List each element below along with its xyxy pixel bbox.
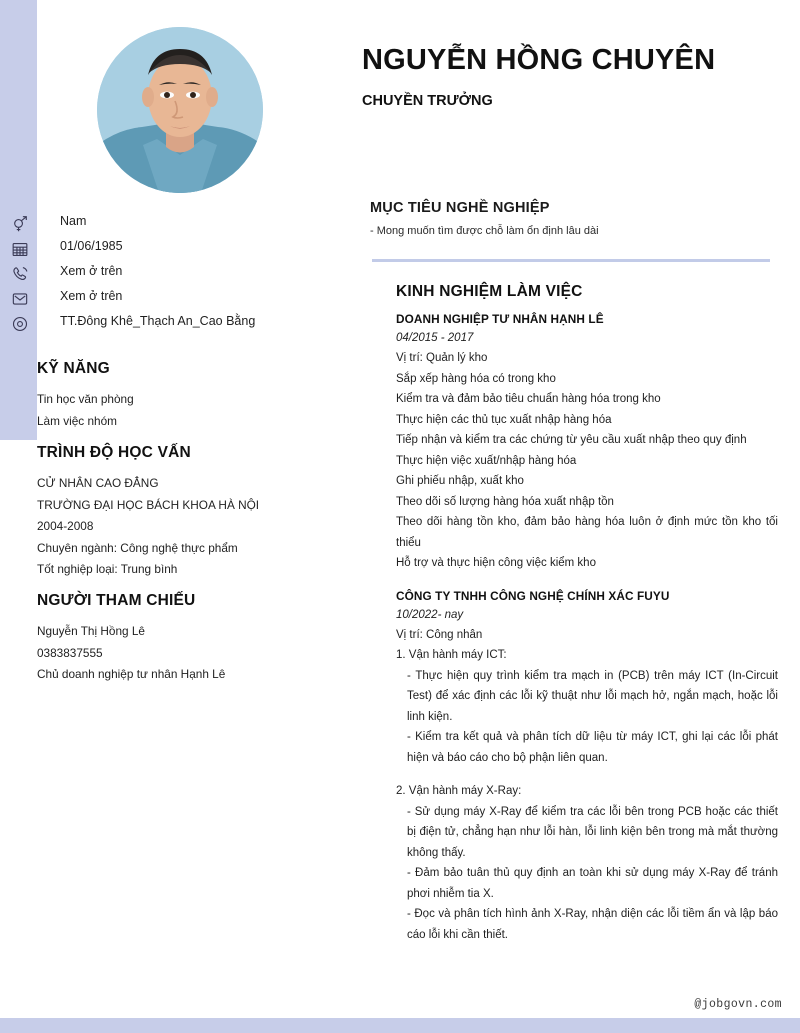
job-duty-line: - Kiểm tra kết quả và phân tích dữ liệu từ máy ICT, ghi lại các lỗi phát hiện và báo cáo cho bộ phận liên quan. — [407, 731, 778, 764]
candidate-name: NGUYỄN HỒNG CHUYÊN — [362, 44, 716, 76]
bottom-accent-band — [0, 1018, 800, 1033]
gender-icon — [11, 215, 29, 233]
experience-title: KINH NGHIỆM LÀM VIỆC — [396, 283, 583, 300]
job-company: CÔNG TY TNHH CÔNG NGHỆ CHÍNH XÁC FUYU — [396, 588, 670, 603]
reference-items — [37, 621, 337, 686]
career-objective-text: - Mong muốn tìm được chỗ làm ổn định lâu dài — [370, 225, 599, 237]
job-duty-line: Theo dõi hàng tồn kho, đảm bảo hàng hóa luôn ở định mức tồn kho tối thiểu — [396, 516, 778, 549]
job-duty-line: Theo dõi số lượng hàng hóa xuất nhập tồn — [396, 495, 614, 508]
reference-title: NGƯỜI THAM CHIẾU — [37, 592, 196, 609]
list-item: Nguyễn Thị Hồng Lê — [37, 624, 145, 638]
list-item: Chuyên ngành: Công nghệ thực phẩm — [37, 540, 238, 555]
job-dates: 04/2015 - 2017 — [396, 332, 474, 344]
personal-info-row — [0, 239, 330, 264]
list-item: TRƯỜNG ĐẠI HỌC BÁCH KHOA HÀ NỘI — [37, 497, 260, 512]
site-watermark: @jobgovn.com — [694, 998, 782, 1011]
job-duty-line: - Đảm bảo tuân thủ quy định an toàn khi sử dụng máy X-Ray để tránh phơi nhiễm tia X. — [407, 867, 778, 900]
list-item: Làm việc nhóm — [37, 413, 117, 428]
job-duty-line: Sắp xếp hàng hóa có trong kho — [396, 372, 556, 385]
skills-items — [37, 389, 337, 432]
personal-info-row — [0, 214, 330, 239]
career-objective-section — [370, 200, 780, 237]
personal-info-list — [0, 214, 330, 339]
job-entry — [396, 310, 778, 574]
education-section — [37, 444, 337, 581]
job-duty-line: Thực hiện việc xuất/nhập hàng hóa — [396, 454, 577, 467]
section-divider — [372, 259, 770, 262]
job-company: DOANH NGHIỆP TƯ NHÂN HẠNH LÊ — [396, 312, 604, 326]
list-item: 0383837555 — [37, 645, 103, 660]
job-duty-line: 2. Vận hành máy X-Ray: — [396, 785, 522, 797]
personal-info-row — [0, 264, 330, 289]
phone-icon — [11, 265, 29, 283]
personal-info-value: TT.Đông Khê_Thạch An_Cao Bằng — [60, 314, 256, 328]
job-duty-line: - Thực hiện quy trình kiểm tra mạch in (PCB) trên máy ICT (In-Circuit Test) để xác định các lỗi kỹ thuật như lỗi mạch hở, ngắn mạch, hoặc lỗi linh kiện. — [407, 669, 778, 723]
location-icon — [11, 315, 29, 333]
personal-info-value: Nam — [60, 214, 87, 228]
skills-title: KỸ NĂNG — [37, 360, 110, 377]
list-item: Tốt nghiệp loại: Trung bình — [37, 562, 178, 576]
job-line-gap — [396, 768, 778, 781]
list-item: Tin học văn phòng — [37, 392, 134, 406]
candidate-role: CHUYỀN TRƯỞNG — [362, 93, 493, 110]
personal-info-value: Xem ở trên — [60, 289, 123, 303]
job-dates: 10/2022- nay — [396, 608, 464, 621]
job-duty-line: - Sử dụng máy X-Ray để kiểm tra các lỗi bên trong PCB hoặc các thiết bị điện tử, chẳng hạn như lỗi hàn, lỗi linh kiện bên trong mà mắt thường không thấy. — [407, 805, 778, 859]
job-duty-line: Vị trí: Quản lý kho — [396, 352, 488, 364]
cv-header — [362, 44, 782, 109]
portrait-illustration — [97, 27, 263, 193]
job-block-gap — [396, 578, 778, 587]
job-duty-line: Vị trí: Công nhân — [396, 628, 483, 641]
education-items — [37, 473, 337, 581]
job-duty-line: Thực hiện các thủ tục xuất nhập hàng hóa — [396, 413, 612, 426]
list-item: 2004-2008 — [37, 519, 94, 533]
calendar-icon — [11, 240, 29, 258]
job-duty-line: Hỗ trợ và thực hiện công việc kiểm kho — [396, 557, 596, 569]
job-duty-line: 1. Vận hành máy ICT: — [396, 649, 507, 661]
reference-section — [37, 592, 337, 686]
list-item: CỬ NHÂN CAO ĐẲNG — [37, 476, 159, 490]
experience-section — [396, 283, 778, 949]
experience-jobs — [396, 310, 778, 945]
job-duty-line: Tiếp nhận và kiểm tra các chứng từ yêu cầu xuất nhập theo quy định — [396, 434, 747, 446]
education-title: TRÌNH ĐỘ HỌC VẤN — [37, 444, 191, 461]
candidate-photo — [97, 27, 263, 193]
job-entry — [396, 587, 778, 946]
email-icon — [11, 290, 29, 308]
skills-section — [37, 360, 337, 432]
personal-info-row — [0, 289, 330, 314]
personal-info-value: Xem ở trên — [60, 264, 123, 278]
job-duty-line: Kiểm tra và đảm bảo tiêu chuẩn hàng hóa trong kho — [396, 393, 661, 405]
job-duty-line: Ghi phiếu nhập, xuất kho — [396, 475, 524, 487]
career-objective-title: MỤC TIÊU NGHỀ NGHIỆP — [370, 200, 550, 216]
list-item: Chủ doanh nghiệp tư nhân Hạnh Lê — [37, 667, 226, 681]
personal-info-value: 01/06/1985 — [60, 239, 123, 253]
job-duty-line: - Đọc và phân tích hình ảnh X-Ray, nhận diện các lỗi tiềm ẩn và lập báo cáo lỗi khi cần thiết. — [407, 908, 778, 941]
personal-info-row — [0, 314, 330, 339]
